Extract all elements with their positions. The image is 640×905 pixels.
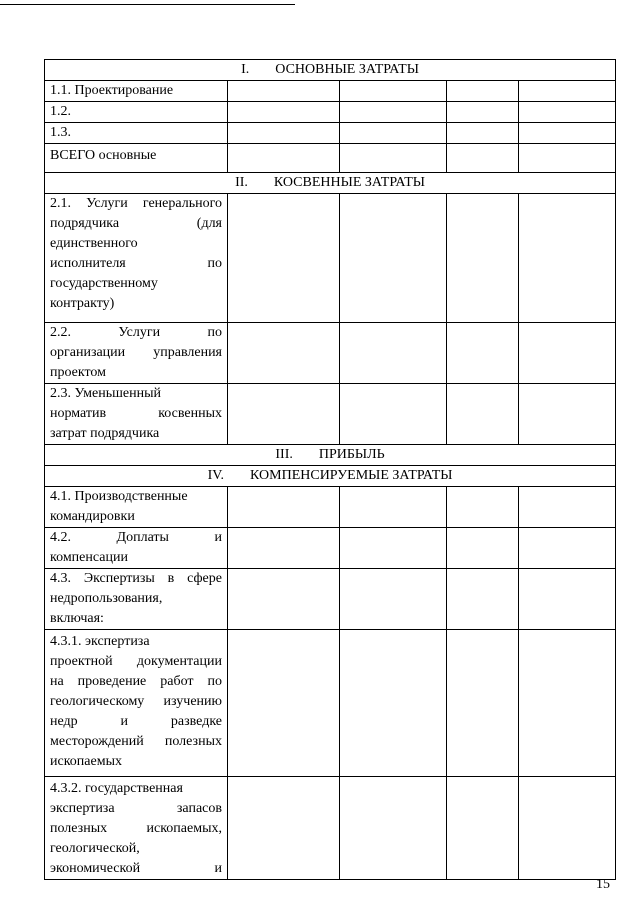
value-cell — [340, 144, 447, 173]
row-label — [45, 777, 228, 880]
value-cell — [228, 569, 340, 630]
table-row — [45, 102, 616, 123]
value-cell — [447, 630, 519, 777]
value-cell — [519, 81, 616, 102]
value-cell — [519, 487, 616, 528]
value-cell — [340, 777, 447, 880]
cost-table — [44, 59, 616, 880]
row-label-line: исполнителя по — [50, 256, 222, 271]
total-basic-label: ВСЕГО основные — [45, 144, 228, 173]
value-cell — [340, 528, 447, 569]
value-cell — [228, 102, 340, 123]
section-header — [45, 445, 616, 466]
row-label-line: командировки — [50, 509, 135, 524]
section-title: КОМПЕНСИРУЕМЫЕ ЗАТРАТЫ — [250, 468, 453, 483]
section-header-row — [45, 445, 616, 466]
table-row — [45, 123, 616, 144]
value-cell — [519, 777, 616, 880]
value-cell — [228, 630, 340, 777]
row-label-line: 4.2. Доплаты и — [50, 530, 222, 545]
value-cell — [228, 323, 340, 384]
section-header-row — [45, 173, 616, 194]
value-cell — [519, 102, 616, 123]
table-row — [45, 144, 616, 173]
value-cell — [340, 102, 447, 123]
row-label-line: проектом — [50, 365, 107, 380]
table-row — [45, 81, 616, 102]
value-cell — [228, 194, 340, 323]
section-header — [45, 173, 616, 194]
row-label-line: недр и разведке — [50, 714, 222, 729]
row-label-line: 4.3.2. государственная — [50, 781, 183, 796]
row-label-line: включая: — [50, 611, 104, 626]
value-cell — [447, 528, 519, 569]
value-cell — [228, 777, 340, 880]
row-label-line: полезных ископаемых, — [50, 821, 222, 836]
row-label — [45, 487, 228, 528]
row-label-line: экспертиза запасов — [50, 801, 222, 816]
row-label-line: компенсации — [50, 550, 128, 565]
section-number: I. — [241, 62, 250, 77]
row-label-line: норматив косвенных — [50, 406, 222, 421]
table-row — [45, 630, 616, 777]
row-label-line: недропользования, — [50, 591, 163, 606]
row-label-line: 1.3. — [50, 125, 71, 140]
row-label-line: проектной документации — [50, 654, 222, 669]
value-cell — [340, 487, 447, 528]
value-cell — [340, 123, 447, 144]
row-label-line: месторождений полезных — [50, 734, 222, 749]
value-cell — [447, 384, 519, 445]
value-cell — [519, 384, 616, 445]
value-cell — [447, 323, 519, 384]
value-cell — [519, 323, 616, 384]
value-cell — [340, 630, 447, 777]
row-label-line: контракту) — [50, 296, 115, 311]
section-number: IV. — [207, 468, 225, 483]
row-label — [45, 528, 228, 569]
row-label — [45, 630, 228, 777]
value-cell — [447, 81, 519, 102]
value-cell — [447, 569, 519, 630]
table-row — [45, 569, 616, 630]
section-header — [45, 60, 616, 81]
value-cell — [519, 144, 616, 173]
value-cell — [447, 123, 519, 144]
value-cell — [228, 528, 340, 569]
row-label — [45, 323, 228, 384]
row-label — [45, 102, 228, 123]
table-row — [45, 528, 616, 569]
value-cell — [340, 384, 447, 445]
section-header-row — [45, 466, 616, 487]
row-label-line: геологической, — [50, 841, 140, 856]
value-cell — [228, 81, 340, 102]
row-label-line: 4.1. Производственные — [50, 489, 188, 504]
value-cell — [519, 194, 616, 323]
row-label-line: 2.2. Услуги по — [50, 325, 222, 340]
row-label-line: на проведение работ по — [50, 674, 222, 689]
row-label — [45, 81, 228, 102]
row-label-line: государственному — [50, 276, 158, 291]
value-cell — [447, 102, 519, 123]
value-cell — [447, 777, 519, 880]
row-label — [45, 569, 228, 630]
value-cell — [519, 569, 616, 630]
section-number: II. — [235, 175, 248, 190]
value-cell — [519, 630, 616, 777]
value-cell — [340, 569, 447, 630]
table-row — [45, 323, 616, 384]
row-label-line: 1.2. — [50, 104, 71, 119]
section-header-row — [45, 60, 616, 81]
row-label-line: 4.3.1. экспертиза — [50, 634, 150, 649]
row-label-line: организации управления — [50, 345, 222, 360]
row-label-line: подрядчика (для — [50, 216, 222, 231]
row-label — [45, 194, 228, 323]
value-cell — [228, 384, 340, 445]
row-label-line: ископаемых — [50, 754, 122, 769]
table-row — [45, 777, 616, 880]
table-row — [45, 487, 616, 528]
row-label-line: экономической и — [50, 861, 222, 876]
table-row — [45, 194, 616, 323]
value-cell — [228, 123, 340, 144]
value-cell — [340, 81, 447, 102]
section-header — [45, 466, 616, 487]
row-label-line: затрат подрядчика — [50, 426, 160, 441]
row-label — [45, 384, 228, 445]
section-title: ПРИБЫЛЬ — [318, 447, 385, 462]
value-cell — [340, 323, 447, 384]
value-cell — [519, 528, 616, 569]
value-cell — [228, 144, 340, 173]
row-label-line: геологическому изучению — [50, 694, 222, 709]
top-rule — [0, 4, 295, 5]
value-cell — [340, 194, 447, 323]
table-row — [45, 384, 616, 445]
row-label-line: 2.3. Уменьшенный — [50, 386, 162, 401]
value-cell — [519, 123, 616, 144]
section-title: КОСВЕННЫЕ ЗАТРАТЫ — [273, 175, 425, 190]
row-label-line: 4.3. Экспертизы в сфере — [50, 571, 222, 586]
row-label-line: 1.1. Проектирование — [50, 83, 174, 98]
section-title: ОСНОВНЫЕ ЗАТРАТЫ — [275, 62, 419, 77]
row-label — [45, 123, 228, 144]
page-number: 15 — [596, 877, 610, 892]
row-label-line: единственного — [50, 236, 138, 251]
section-number: III. — [275, 447, 293, 462]
value-cell — [447, 487, 519, 528]
value-cell — [447, 194, 519, 323]
value-cell — [228, 487, 340, 528]
row-label-line: 2.1. Услуги генерального — [50, 196, 222, 211]
value-cell — [447, 144, 519, 173]
